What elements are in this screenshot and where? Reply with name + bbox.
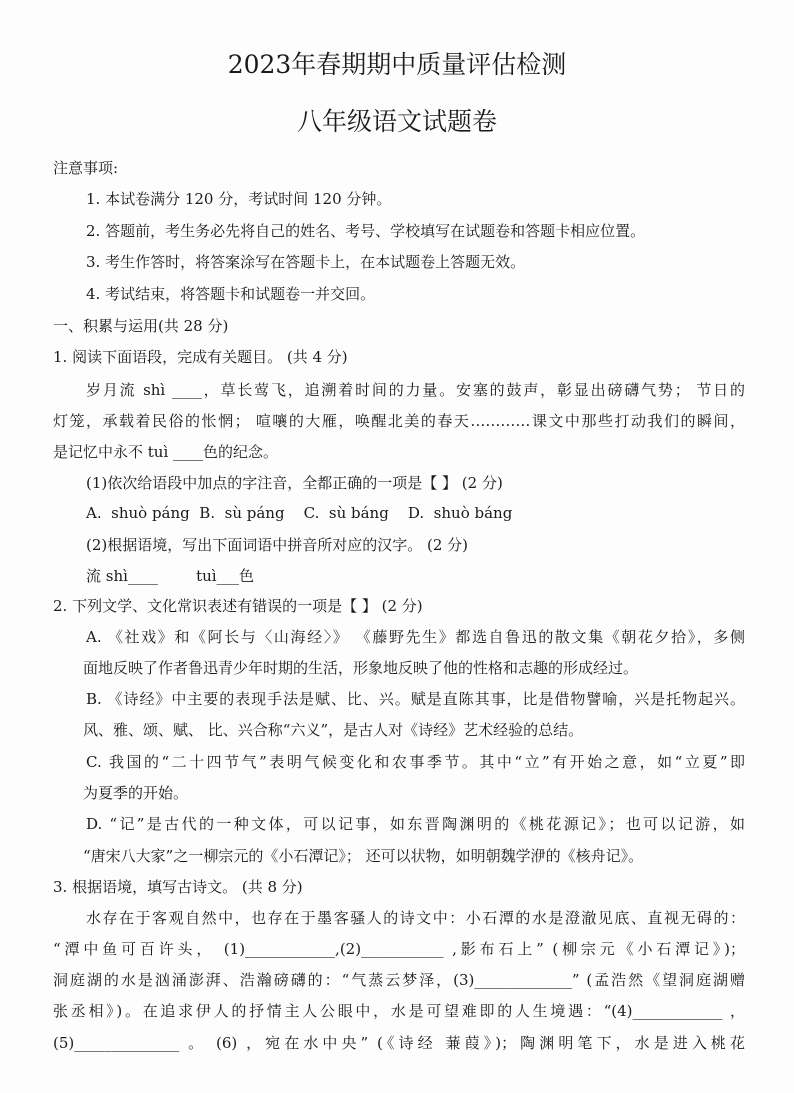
q2-option-b-cont: 风、雅、颂、赋、 比、兴合称“六义”，是古人对《诗经》艺术经验的总结。: [83, 721, 584, 739]
q2-option-d: D. “记”是古代的一种文体，可以记事，如东晋陶渊明的《桃花源记》；也可以记游，如: [86, 815, 745, 833]
q2-option-c: C. 我国的“二十四节气”表明气候变化和农事季节。其中“立”有开始之意，如“立夏”即: [86, 753, 745, 771]
q1-sub1: (1)依次给语段中加点的字注音，全都正确的一项是【 】 (2 分): [86, 474, 503, 492]
notice-item: 3. 考生作答时，将答案涂写在答题卡上，在本试题卷上答题无效。: [86, 253, 526, 271]
q3-passage-line: 水存在于客观自然中，也存在于墨客骚人的诗文中：小石潭的水是澄澈见底、直视无碍的：: [86, 909, 745, 927]
exam-title: 2023年春期期中质量评估检测: [227, 50, 567, 79]
q1-stem: 1. 阅读下面语段，完成有关题目。 (共 4 分): [53, 348, 348, 366]
q1-options: A. shuò páng B. sù páng C. sù báng D. shuò báng: [86, 504, 513, 522]
section-heading: 一、积累与运用(共 28 分): [53, 317, 229, 335]
q3-passage-line: “潭中鱼可百许头， (1)____________,(2)___________ ,影布石上” (柳宗元《小石潭记》)；: [53, 940, 745, 958]
q2-stem: 2. 下列文学、文化常识表述有错误的一项是【 】 (2 分): [53, 597, 423, 615]
q3-passage-line: (5)______________ 。 (6) ，宛在水中央” (《诗经 蒹葭》)；陶渊明笔下，水是进入桃花: [53, 1034, 745, 1052]
q1-passage-line: 是记忆中永不 tuì ____色的纪念。: [53, 443, 279, 461]
notice-item: 1. 本试卷满分 120 分，考试时间 120 分钟。: [86, 190, 392, 208]
q3-passage-line: 洞庭湖的水是汹涌澎湃、浩瀚磅礴的：“气蒸云梦泽，(3)_____________” (孟浩然《望洞庭湖赠: [53, 971, 745, 989]
q3-passage-line: 张丞相》)。在追求伊人的抒情主人公眼中，水是可望难即的人生境遇：“(4)____________ ，: [53, 1002, 745, 1020]
exam-subtitle: 八年级语文试题卷: [296, 107, 497, 136]
q1-sub2: (2)根据语境，写出下面词语中拼音所对应的汉字。 (2 分): [86, 536, 469, 554]
q1-passage-line: 灯笼，承载着民俗的怅惘； 喧嚷的大雁，唤醒北美的春天…………课文中那些打动我们的瞬间，: [53, 412, 745, 430]
q2-option-b: B. 《诗经》中主要的表现手法是赋、比、兴。赋是直陈其事，比是借物譬喻，兴是托物起兴。: [86, 690, 745, 708]
notice-item: 2. 答题前，考生务必先将自己的姓名、考号、学校填写在试题卷和答题卡相应位置。: [86, 222, 646, 240]
q2-option-a: A. 《社戏》和《阿长与〈山海经〉》 《藤野先生》都选自鲁迅的散文集《朝花夕拾》，多侧: [86, 628, 745, 646]
q2-option-a-cont: 面地反映了作者鲁迅青少年时期的生活，形象地反映了他的性格和志趣的形成经过。: [83, 659, 639, 677]
q3-stem: 3. 根据语境，填写古诗文。 (共 8 分): [53, 878, 303, 896]
q1-fill: 流 shì____ tuì___色: [86, 567, 255, 585]
q2-option-d-cont: “唐宋八大家”之一柳宗元的《小石潭记》； 还可以状物，如明朝魏学洢的《核舟记》。: [83, 847, 644, 865]
q2-option-c-cont: 为夏季的开始。: [83, 784, 189, 802]
q1-passage-line: 岁月流 shì ____，草长莺飞，追溯着时间的力量。安塞的鼓声，彰显出磅礴气势； 节日的: [86, 381, 745, 399]
notice-heading: 注意事项:: [53, 159, 119, 177]
notice-item: 4. 考试结束，将答题卡和试题卷一并交回。: [86, 285, 376, 303]
